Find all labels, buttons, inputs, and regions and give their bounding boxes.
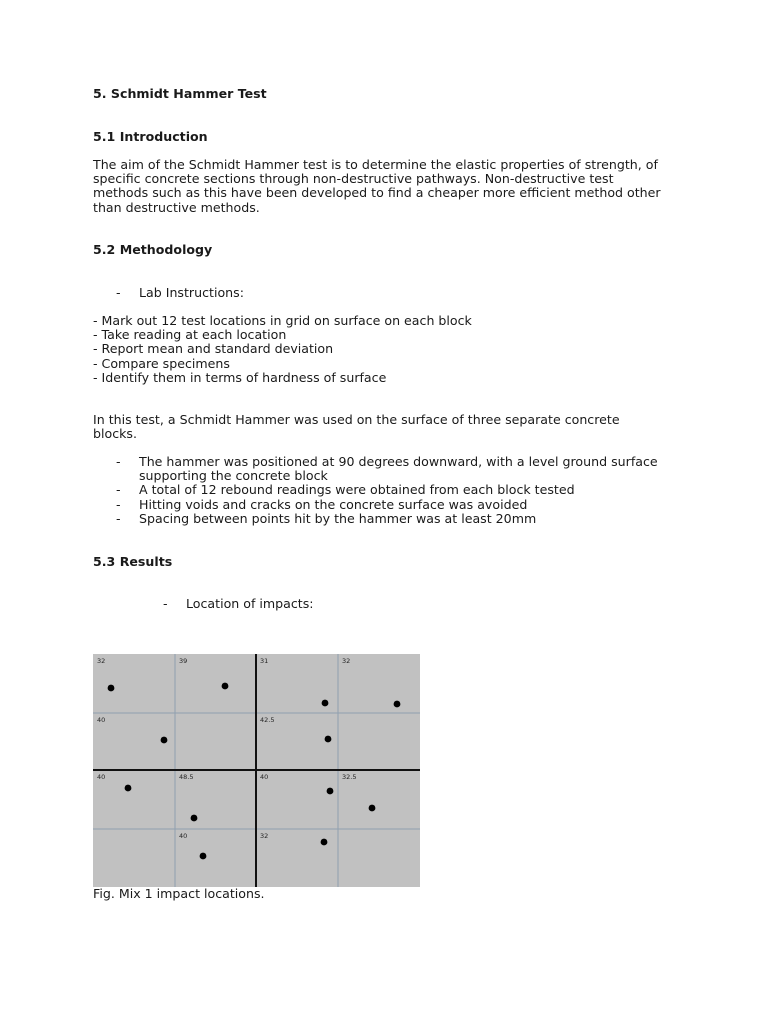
impact-point bbox=[222, 683, 229, 690]
impact-point bbox=[322, 700, 329, 707]
bullet-dash: - bbox=[116, 454, 121, 469]
impact-point bbox=[327, 788, 334, 795]
rebound-reading-label: 32.5 bbox=[342, 773, 357, 781]
rebound-reading-label: 32 bbox=[342, 657, 351, 665]
intro-heading: 5.1 Introduction bbox=[93, 129, 208, 144]
lab-instructions-label: Lab Instructions: bbox=[139, 285, 244, 300]
rebound-reading-label: 40 bbox=[97, 716, 106, 724]
instructions-list bbox=[93, 314, 472, 385]
bullet-dash: - bbox=[163, 596, 168, 611]
procedure-item bbox=[116, 483, 716, 497]
rebound-reading-label: 40 bbox=[260, 773, 269, 781]
intro-line: The aim of the Schmidt Hammer test is to determine the elastic properties of strength, of bbox=[93, 157, 658, 172]
bullet-dash: - bbox=[116, 510, 121, 526]
procedure-line: Hitting voids and cracks on the concrete surface was avoided bbox=[139, 496, 528, 512]
rebound-reading-label: 48.5 bbox=[179, 773, 194, 781]
rebound-reading-label: 40 bbox=[179, 832, 188, 840]
instruction-item: - Identify them in terms of hardness of surface bbox=[93, 369, 387, 385]
intro-paragraph bbox=[93, 158, 661, 215]
procedure-line: A total of 12 rebound readings were obtained from each block tested bbox=[139, 482, 575, 498]
rebound-reading-label: 32 bbox=[260, 832, 269, 840]
impact-point bbox=[108, 685, 115, 692]
intro-line: methods such as this have been developed to find a cheaper more efficient method other bbox=[93, 185, 661, 201]
impact-point bbox=[394, 701, 401, 708]
bullet-dash: - bbox=[116, 482, 121, 498]
impact-point bbox=[369, 805, 376, 812]
impact-location-figure bbox=[93, 654, 420, 887]
impact-location-bullet bbox=[163, 597, 314, 611]
test-line: In this test, a Schmidt Hammer was used on the surface of three separate concrete bbox=[93, 412, 620, 427]
rebound-reading-label: 40 bbox=[97, 773, 106, 781]
procedure-item bbox=[116, 498, 716, 512]
procedure-item bbox=[116, 512, 716, 526]
section-title: 5. Schmidt Hammer Test bbox=[93, 86, 267, 101]
instruction-item: - Take reading at each location bbox=[93, 327, 287, 343]
impact-grid bbox=[93, 654, 420, 887]
figure-caption: Fig. Mix 1 impact locations. bbox=[93, 886, 265, 901]
impact-point bbox=[200, 853, 207, 860]
intro-line: than destructive methods. bbox=[93, 199, 260, 215]
methodology-heading: 5.2 Methodology bbox=[93, 242, 213, 257]
procedure-line: supporting the concrete block bbox=[139, 468, 328, 484]
procedure-line: The hammer was positioned at 90 degrees downward, with a level ground surface bbox=[139, 454, 658, 469]
impact-point bbox=[191, 815, 198, 822]
instruction-item: - Report mean and standard deviation bbox=[93, 341, 334, 357]
test-paragraph bbox=[93, 413, 620, 441]
instruction-item: - Mark out 12 test locations in grid on surface on each block bbox=[93, 313, 472, 328]
procedure-item bbox=[116, 455, 716, 483]
rebound-reading-label: 42.5 bbox=[260, 716, 275, 724]
lab-instructions-bullet bbox=[116, 286, 716, 300]
bullet-dash: - bbox=[116, 496, 121, 512]
results-heading: 5.3 Results bbox=[93, 554, 173, 569]
impact-point bbox=[321, 839, 328, 846]
impact-point bbox=[161, 737, 168, 744]
bullet-dash: - bbox=[116, 285, 121, 300]
instruction-item: - Compare specimens bbox=[93, 355, 230, 371]
impact-location-label: Location of impacts: bbox=[186, 596, 314, 611]
rebound-reading-label: 32 bbox=[97, 657, 106, 665]
rebound-reading-label: 39 bbox=[179, 657, 188, 665]
procedure-line: Spacing between points hit by the hammer was at least 20mm bbox=[139, 510, 537, 526]
impact-point bbox=[325, 736, 332, 743]
intro-line: specific concrete sections through non-destructive pathways. Non-destructive test bbox=[93, 171, 614, 187]
procedure-list bbox=[116, 455, 716, 526]
test-line: blocks. bbox=[93, 426, 137, 442]
rebound-reading-label: 31 bbox=[260, 657, 269, 665]
impact-point bbox=[125, 785, 132, 792]
